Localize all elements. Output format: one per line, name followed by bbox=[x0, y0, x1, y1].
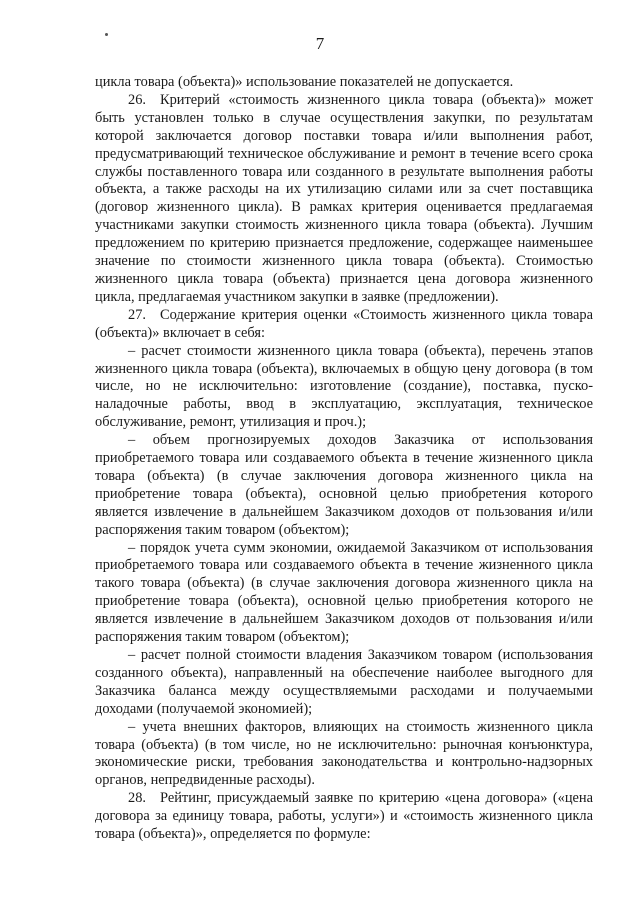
paragraph-text: – учета внешних факторов, влияющих на стоимость жизненного цикла товара (объекта) (в том числе, но не исключительно: рыночная конъюнктура, экономические риски, требования законодательства и контрольно-надзорных органов, непредвиденные расходы). bbox=[95, 718, 593, 789]
clause-number: 26. bbox=[128, 91, 146, 108]
paragraph-text: – расчет полной стоимости владения Заказчиком товаром (использования созданного объекта), направленный на обеспечение наиболее выгодного для Заказчика баланса между осуществляемыми расходами и получаемыми доходами (получаемой экономией); bbox=[95, 647, 593, 717]
list-item bbox=[95, 432, 593, 539]
page-number: 7 bbox=[315, 34, 325, 53]
paragraph-text: – расчет стоимости жизненного цикла товара (объекта), перечень этапов жизненного цикла товара (объекта), включаемых в общую цену договора (в том числе, но не исключительно: изготовление (создание), поставка, пуско-наладочные работы, ввод в эксплуатацию, эксплуатация, техническое обслуживание, ремонт, утилизация и проч.); bbox=[95, 342, 593, 431]
paragraph-text: Критерий «стоимость жизненного цикла товара (объекта)» может быть установлен только в случае осуществления закупки, по результатам которой заключается договор поставки товара и/или выполнения работ, предусматривающий техническое обслуживание и ремонт в течение всего срока службы поставленного товара или созданного в результате выполнения работы объекта, а также расходы на их утилизацию силами или за счет поставщика (договор жизненного цикла). В рамках критерия оценивается предлагаемая участниками закупки стоимость жизненного цикла товара (объекта). Лучшим предложением по критерию признается предложение, содержащее наименьшее значение по стоимости жизненного цикла товара (объекта). Стоимостью жизненного цикла товара (объекта) признается цена договора жизненного цикла, предлагаемая участником закупки в заявке (предложении). bbox=[95, 91, 593, 305]
list-item bbox=[95, 343, 593, 433]
paragraph bbox=[95, 74, 593, 92]
paragraph-text: – объем прогнозируемых доходов Заказчика от использования приобретаемого товара или создаваемого объекта в течение жизненного цикла товара (объекта) (в случае заключения договора жизненного цикла на приобретение товара (объекта), основной целью приобретения которого является извлечение в дальнейшем Заказчиком доходов от пользования и/или распоряжения таким товаром (объектом); bbox=[95, 432, 593, 538]
document-body bbox=[95, 74, 593, 844]
paragraph-text: цикла товара (объекта)» использование показателей не допускается. bbox=[95, 74, 514, 90]
paragraph-text: Рейтинг, присуждаемый заявке по критерию «цена договора» («цена договора за единицу товара, работы, услуги») и «стоимость жизненного цикла товара (объекта)», определяется по формуле: bbox=[95, 790, 593, 843]
paragraph-text: – порядок учета сумм экономии, ожидаемой Заказчиком от использования приобретаемого товара или создаваемого объекта в течение жизненного цикла такого товара (объекта) (в случае заключения договора жизненного цикла на приобретение товара (объекта), основной целью приобретения которого не является извлечение в дальнейшем Заказчиком доходов от пользования и/или распоряжения таким товаром (объектом); bbox=[95, 539, 593, 646]
paragraph-27 bbox=[95, 307, 593, 343]
clause-number: 28. bbox=[128, 790, 146, 807]
list-item bbox=[95, 647, 593, 719]
list-item bbox=[95, 719, 593, 791]
clause-number: 27. bbox=[128, 306, 146, 323]
paragraph-26 bbox=[95, 92, 593, 307]
list-item bbox=[95, 540, 593, 647]
paragraph-28 bbox=[95, 790, 593, 844]
paragraph-text: Содержание критерия оценки «Стоимость жизненного цикла товара (объекта)» включает в себя: bbox=[95, 306, 593, 341]
